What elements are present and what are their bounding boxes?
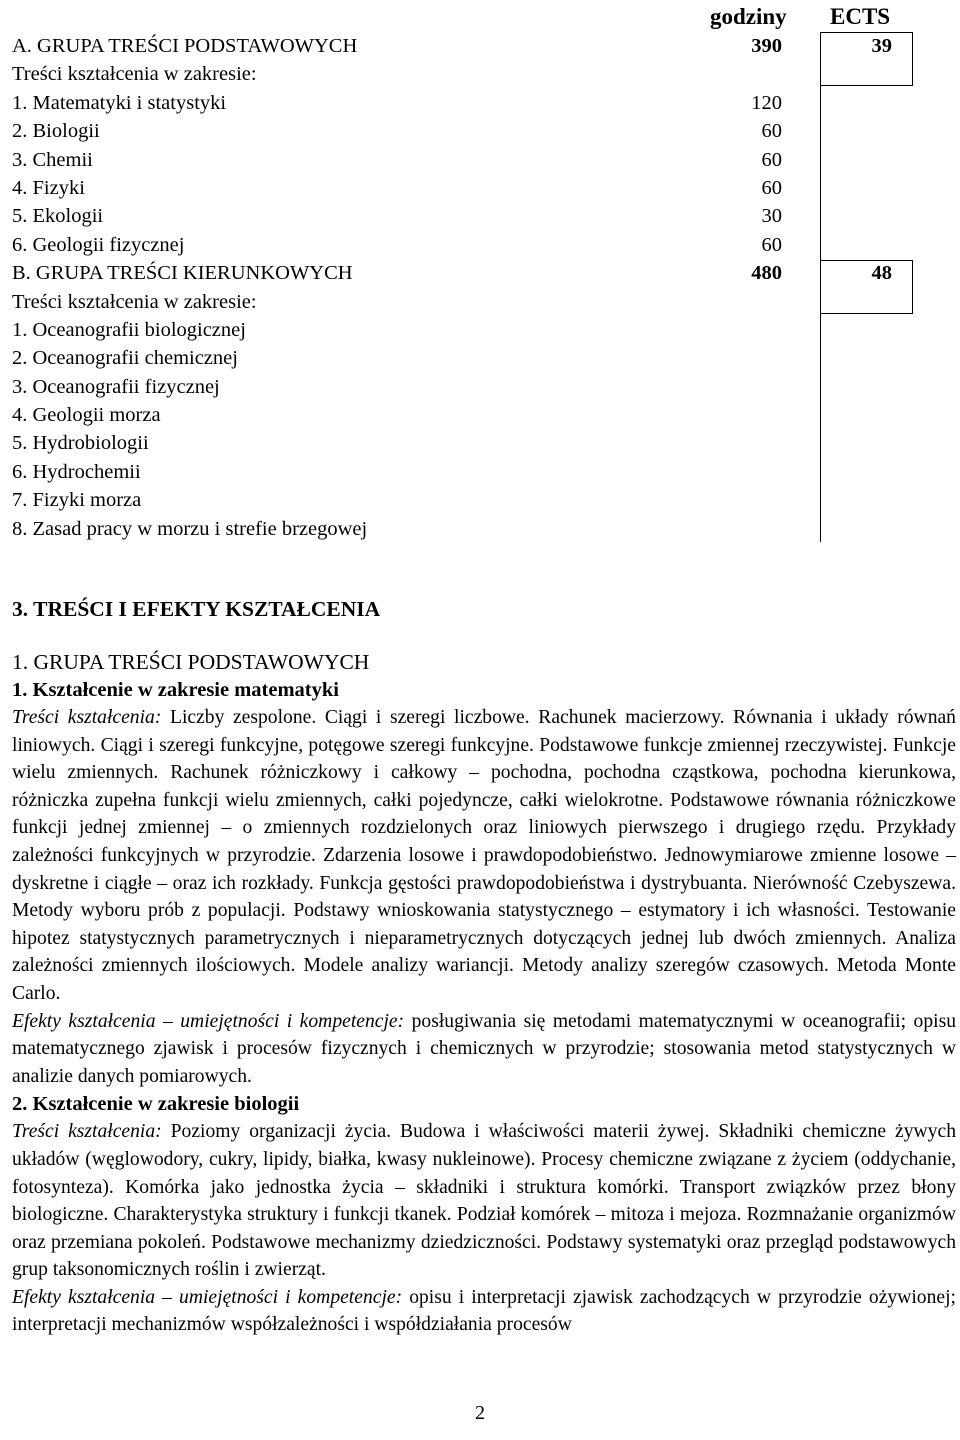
table-row xyxy=(12,486,912,514)
item-hours: 60 xyxy=(761,176,782,199)
content-text: Poziomy organizacji życia. Budowa i właściwości materii żywej. Składniki chemiczne żywych układów (węglowodory, cukry, lipidy, białka, kwasy nukleinowe). Procesy chemiczne związane z życiem (oddychanie, fotosynteza). Komórka jako jednostka życia – składniki i struktura komórki. Transport związków przez błony biologiczne. Charakterystyka struktury i funkcji tkanek. Podział komórek – mitoza i mejoza. Rozmnażanie organizmów oraz przemiana pokoleń. Podstawowe mechanizmy dziedziczności. Podstawy systematyki oraz przegląd podstawowych grup taksonomicznych roślin i zwierząt. xyxy=(12,1121,956,1281)
item-label: 1. Oceanografii biologicznej xyxy=(12,318,246,341)
group-b-title: B. GRUPA TREŚCI KIERUNKOWYCH xyxy=(12,262,353,285)
table-rows xyxy=(12,32,912,543)
table-row xyxy=(12,401,912,429)
table-row xyxy=(12,117,912,145)
table-row xyxy=(12,174,912,202)
table-row xyxy=(12,515,912,543)
item-label: 3. Chemii xyxy=(12,148,93,171)
item-label: 2. Oceanografii chemicznej xyxy=(12,347,238,370)
content-lead: Treści kształcenia: xyxy=(12,1121,162,1143)
subsection-title-biology: 2. Kształcenie w zakresie biologii xyxy=(12,1093,300,1116)
effects-lead: Efekty kształcenia – umiejętności i kompetencje: xyxy=(12,1010,405,1032)
item-label: 1. Matematyki i statystyki xyxy=(12,91,227,114)
group-a-ects: 39 xyxy=(871,35,892,57)
item-hours: 30 xyxy=(761,205,782,228)
group-b-hours: 480 xyxy=(751,262,782,285)
group-b-subtitle-row xyxy=(12,288,912,316)
header-ects: ECTS xyxy=(830,4,891,29)
group-title: 1. GRUPA TREŚCI PODSTAWOWYCH xyxy=(12,650,370,674)
item-hours: 60 xyxy=(761,148,782,171)
group-b-row xyxy=(12,259,912,287)
item-hours: 60 xyxy=(761,120,782,143)
table-row xyxy=(12,202,912,230)
math-content-paragraph xyxy=(12,704,956,1008)
item-label: 3. Oceanografii fizycznej xyxy=(12,375,220,398)
section-title: 3. TREŚCI I EFEKTY KSZTAŁCENIA xyxy=(12,597,381,621)
table-row xyxy=(12,89,912,117)
item-label: 6. Hydrochemii xyxy=(12,460,141,483)
section-content xyxy=(12,594,956,1339)
table-row xyxy=(12,231,912,259)
item-label: 4. Geologii morza xyxy=(12,404,161,427)
biology-effects-paragraph xyxy=(12,1284,956,1339)
table-row xyxy=(12,316,912,344)
item-label: 5. Hydrobiologii xyxy=(12,432,149,455)
subsection-title-math: 1. Kształcenie w zakresie matematyki xyxy=(12,679,339,701)
group-b-subtitle: Treści kształcenia w zakresie: xyxy=(12,290,257,313)
item-label: 6. Geologii fizycznej xyxy=(12,233,185,256)
math-effects-paragraph xyxy=(12,1008,956,1091)
item-label: 2. Biologii xyxy=(12,120,100,143)
effects-lead: Efekty kształcenia – umiejętności i kompetencje: xyxy=(12,1286,403,1308)
item-label: 7. Fizyki morza xyxy=(12,489,142,512)
item-hours: 120 xyxy=(751,91,782,114)
table-row xyxy=(12,429,912,457)
header-godziny: godziny xyxy=(710,4,787,29)
table-row xyxy=(12,344,912,372)
item-label: 4. Fizyki xyxy=(12,176,85,199)
item-label: 5. Ekologii xyxy=(12,205,104,228)
content-lead: Treści kształcenia: xyxy=(12,707,162,728)
biology-content-paragraph xyxy=(12,1118,956,1284)
table-row xyxy=(12,146,912,174)
group-a-row xyxy=(12,32,912,60)
content-text: Liczby zespolone. Ciągi i szeregi liczbowe. Rachunek macierzowy. Równania i układy równań liniowych. Ciągi i szeregi funkcyjne, potęgowe szeregi funkcyjne. Podstawowe funkcje zmiennej rzeczywistej. Funkcje wielu zmiennych. Rachunek różniczkowy i całkowy – pochodna, pochodna cząstkowa, pochodna kierunkowa, różniczka zupełna funkcji wielu zmiennych, całki pojedyncze, całki wielokrotne. Podstawowe równania różniczkowe funkcji jednej zmiennej – o zmiennych rozdzielonych oraz liniowych pierwszego i drugiego rzędu. Przykłady zależności funkcyjnych w przyrodzie. Zdarzenia losowe i prawdopodobieństwo. Jednowymiarowe zmienne losowe – dyskretne i ciągłe – oraz ich rozkłady. Funkcja gęstości prawdopodobieństwa i dystrybuanta. Nierówność Czebyszewa. Metody wyboru prób z populacji. Podstawy wnioskowania statystycznego – estymatory i ich własności. Testowanie hipotez statystycznych parametrycznych i nieparametrycznych dotyczących jednej lub dwóch zmiennych. Analiza zależności zmiennych ilościowych. Modele analizy wariancji. Metody analizy szeregów czasowych. Metoda Monte Carlo. xyxy=(12,707,956,1004)
table-row xyxy=(12,373,912,401)
group-a-subtitle-row xyxy=(12,60,912,88)
effects-text: opisu i interpretacji zjawisk zachodzących w przyrodzie ożywionej; interpretacji mechanizmów współzależności i współdziałania procesów xyxy=(12,1286,956,1336)
group-b-ects: 48 xyxy=(871,262,892,285)
group-a-subtitle: Treści kształcenia w zakresie: xyxy=(12,63,257,86)
group-a-hours: 390 xyxy=(751,35,782,57)
effects-text: posługiwania się metodami matematycznymi w oceanografii; opisu matematycznego zjawisk i procesów fizycznych i chemicznych w przyrodzie; stosowania metod statystycznych w analizie danych pomiarowych. xyxy=(12,1010,956,1087)
page-number: 2 xyxy=(475,1402,485,1424)
item-label: 8. Zasad pracy w morzu i strefie brzegowej xyxy=(12,517,368,540)
table-row xyxy=(12,458,912,486)
item-hours: 60 xyxy=(761,233,782,256)
group-a-title: A. GRUPA TREŚCI PODSTAWOWYCH xyxy=(12,35,358,57)
